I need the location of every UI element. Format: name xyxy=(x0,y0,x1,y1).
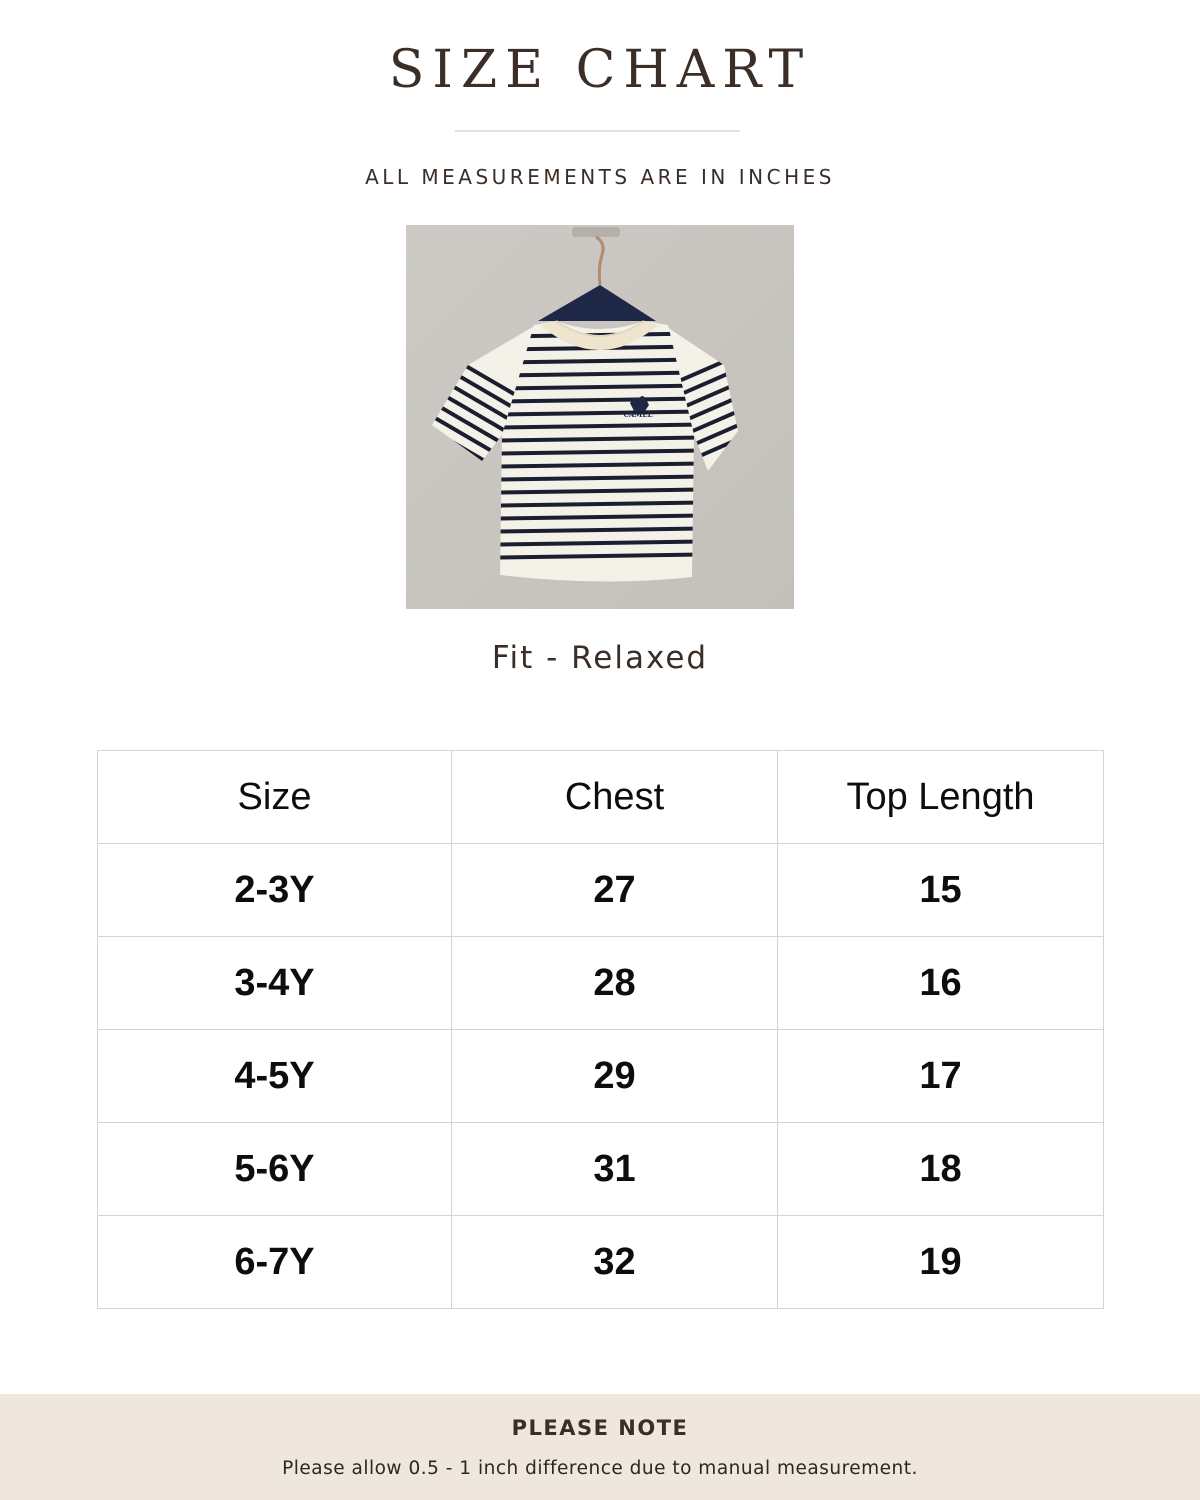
table-row xyxy=(98,1030,1104,1123)
title-divider xyxy=(455,130,740,132)
column-header-size: Size xyxy=(98,751,452,844)
cell-size: 4-5Y xyxy=(98,1030,452,1123)
table-row xyxy=(98,844,1104,937)
note-banner xyxy=(0,1394,1200,1500)
cell-size: 6-7Y xyxy=(98,1216,452,1309)
cell-top-length: 16 xyxy=(778,937,1104,1030)
table-row xyxy=(98,1123,1104,1216)
cell-top-length: 19 xyxy=(778,1216,1104,1309)
cell-chest: 31 xyxy=(452,1123,778,1216)
table-header-row xyxy=(98,751,1104,844)
page-title: SIZE CHART xyxy=(388,40,812,100)
column-header-top-length: Top Length xyxy=(778,751,1104,844)
column-header-chest: Chest xyxy=(452,751,778,844)
cell-chest: 28 xyxy=(452,937,778,1030)
size-table xyxy=(97,750,1104,1309)
cell-size: 2-3Y xyxy=(98,844,452,937)
cell-chest: 32 xyxy=(452,1216,778,1309)
note-title: PLEASE NOTE xyxy=(511,1416,689,1440)
note-text: Please allow 0.5 - 1 inch difference due to manual measurement. xyxy=(282,1458,918,1479)
striped-tshirt-image xyxy=(406,225,794,609)
page-subtitle: ALL MEASUREMENTS ARE IN INCHES xyxy=(365,165,835,189)
cell-top-length: 15 xyxy=(778,844,1104,937)
product-photo xyxy=(406,225,794,609)
table-row xyxy=(98,1216,1104,1309)
fit-label: Fit - Relaxed xyxy=(491,640,709,676)
cell-chest: 29 xyxy=(452,1030,778,1123)
cell-top-length: 18 xyxy=(778,1123,1104,1216)
cell-size: 5-6Y xyxy=(98,1123,452,1216)
table-row xyxy=(98,937,1104,1030)
cell-top-length: 17 xyxy=(778,1030,1104,1123)
cell-size: 3-4Y xyxy=(98,937,452,1030)
svg-text:CAMEL: CAMEL xyxy=(623,410,653,419)
cell-chest: 27 xyxy=(452,844,778,937)
